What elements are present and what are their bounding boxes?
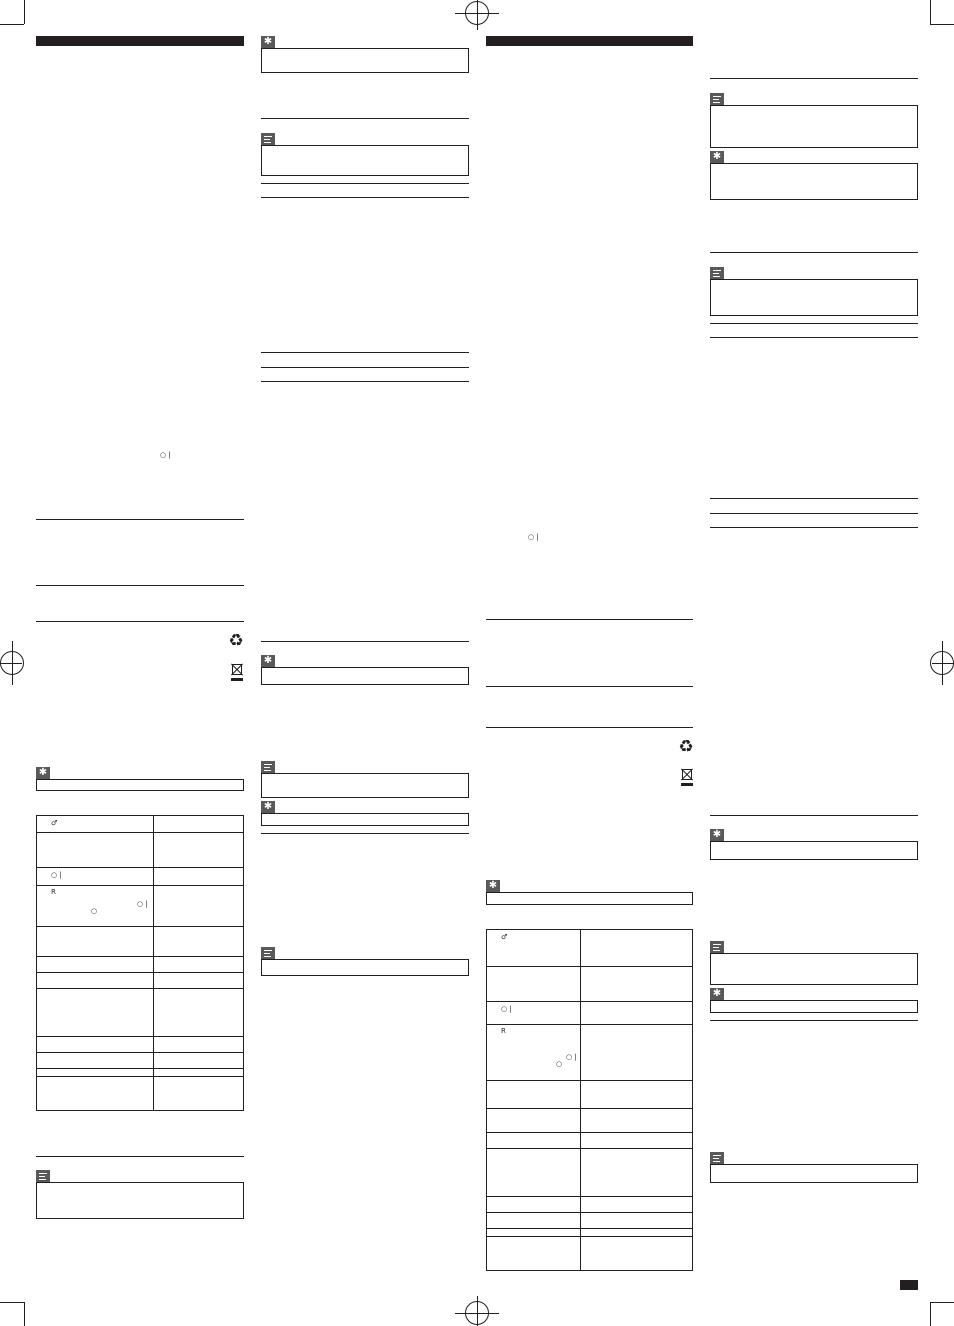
tip-box bbox=[261, 813, 469, 826]
note-lines-icon bbox=[36, 1170, 50, 1182]
tip-box bbox=[710, 1000, 918, 1013]
tip-asterisk-icon bbox=[36, 767, 50, 779]
tip-box bbox=[486, 892, 693, 905]
divider-rule bbox=[36, 1156, 244, 1157]
recycle-icon: ♻ bbox=[678, 737, 694, 757]
note-box bbox=[36, 1182, 244, 1219]
divider-rule bbox=[36, 585, 244, 586]
troubleshooting-table bbox=[36, 815, 244, 1111]
remote-glyph: R bbox=[51, 888, 56, 896]
divider-rule bbox=[486, 686, 693, 687]
divider-rule bbox=[710, 252, 918, 253]
note-box bbox=[710, 1164, 918, 1183]
tip-box bbox=[36, 779, 244, 791]
note-lines-icon bbox=[261, 133, 275, 145]
divider-rule bbox=[261, 833, 469, 834]
divider-rule bbox=[486, 619, 693, 620]
power-glyph: ○ | bbox=[528, 533, 539, 541]
tip-asterisk-icon bbox=[261, 801, 275, 813]
power-glyph: ○ | bbox=[51, 871, 62, 879]
note-lines-icon bbox=[261, 947, 275, 959]
divider-rule bbox=[710, 498, 918, 499]
tip-asterisk-icon bbox=[261, 36, 275, 48]
note-lines-icon bbox=[261, 761, 275, 773]
plug-glyph: ♂ bbox=[501, 933, 508, 941]
power-glyph: ○ | bbox=[160, 451, 171, 459]
note-box bbox=[261, 773, 469, 798]
note-box bbox=[261, 959, 469, 976]
note-lines-icon bbox=[710, 1152, 724, 1164]
tip-asterisk-icon bbox=[710, 151, 724, 163]
divider-rule bbox=[710, 527, 918, 528]
note-box bbox=[710, 279, 918, 316]
divider-rule bbox=[261, 381, 469, 382]
divider-rule bbox=[261, 183, 469, 184]
section-header-bar-col3 bbox=[486, 36, 693, 46]
divider-rule bbox=[710, 323, 918, 324]
note-box bbox=[710, 953, 918, 985]
divider-rule bbox=[261, 367, 469, 368]
tip-asterisk-icon bbox=[710, 829, 724, 841]
note-lines-icon bbox=[710, 93, 724, 105]
divider-rule bbox=[710, 815, 918, 816]
tip-asterisk-icon bbox=[486, 880, 500, 892]
tip-box bbox=[261, 667, 469, 685]
power-glyph: ○ | bbox=[137, 900, 148, 908]
divider-rule bbox=[710, 337, 918, 338]
section-header-bar-col1 bbox=[36, 36, 244, 46]
language-tab bbox=[900, 1280, 918, 1290]
tip-box bbox=[261, 48, 469, 73]
power-glyph: ○ | bbox=[501, 1005, 512, 1013]
crossed-out-bin-icon bbox=[680, 767, 694, 787]
divider-rule bbox=[261, 641, 469, 642]
tip-box bbox=[710, 163, 918, 200]
crossed-out-bin-icon bbox=[230, 662, 244, 682]
note-lines-icon bbox=[710, 941, 724, 953]
divider-rule bbox=[261, 197, 469, 198]
note-box bbox=[261, 145, 469, 176]
divider-rule bbox=[486, 727, 693, 728]
divider-rule bbox=[710, 513, 918, 514]
recycle-icon: ♻ bbox=[228, 631, 244, 651]
divider-rule bbox=[261, 352, 469, 353]
ring-glyph: ○ bbox=[91, 907, 98, 915]
power-glyph: ○ | bbox=[566, 1053, 577, 1061]
troubleshooting-table bbox=[486, 929, 693, 1271]
divider-rule bbox=[36, 621, 244, 622]
tip-asterisk-icon bbox=[710, 988, 724, 1000]
divider-rule bbox=[36, 519, 244, 520]
divider-rule bbox=[261, 118, 469, 119]
ring-glyph: ○ bbox=[556, 1060, 563, 1068]
remote-glyph: R bbox=[501, 1027, 506, 1035]
tip-asterisk-icon bbox=[261, 655, 275, 667]
divider-rule bbox=[710, 1020, 918, 1021]
note-lines-icon bbox=[710, 267, 724, 279]
divider-rule bbox=[710, 78, 918, 79]
tip-box bbox=[710, 841, 918, 860]
plug-glyph: ♂ bbox=[51, 819, 58, 827]
note-box bbox=[710, 105, 918, 148]
